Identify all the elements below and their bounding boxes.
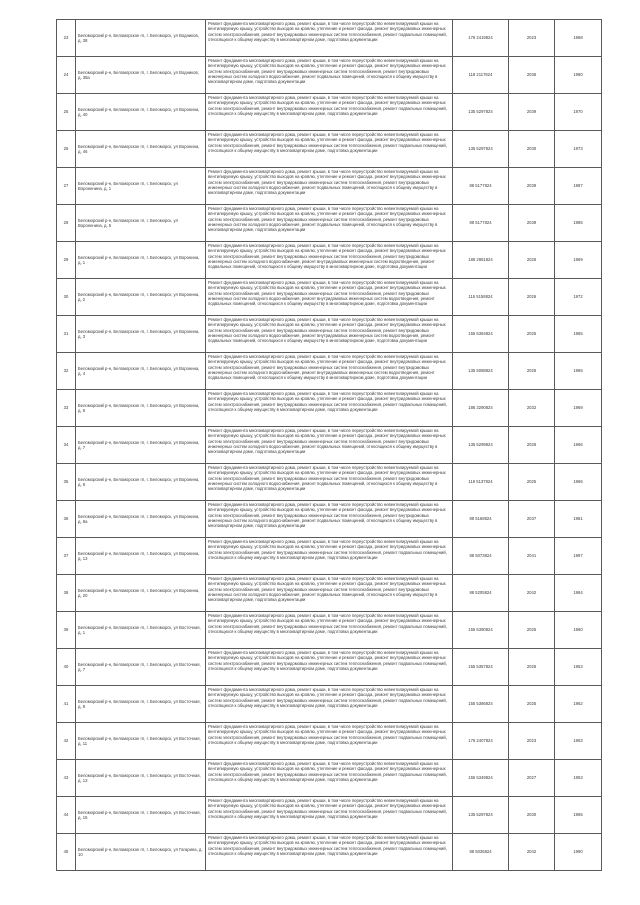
cost-cell: 88 5177824 — [453, 205, 509, 242]
planned-year-cell: 2026 — [509, 353, 555, 390]
table-row — [57, 353, 602, 390]
cost-cell: 176 2419824 — [453, 20, 509, 57]
table-row — [57, 501, 602, 538]
work-description-cell: Ремонт фундамента многоквартирного дома, ремонт крыши, в том числе переустройство невентилируемой крыши на вентилируемую крышу, устройство выходов на кровлю, утепление и ремонт фасада, ремонт внутридомовых инженерных систем электроснабжения, ремонт внутридомовых инженерных систем теплоснабжения, ремонт внутридомовых инженерных систем холодного водоснабжения, ремонт внутридомовых инженерных систем водоотведения, ремонт подвальных помещений, относящихся к общему имуществу в многоквартирном доме, подготовка документации — [206, 316, 453, 353]
row-number-cell: 35 — [57, 464, 76, 501]
work-description-cell: Ремонт фундамента многоквартирного дома, ремонт крыши, в том числе переустройство невентилируемой крыши на вентилируемую крышу, устройство выходов на кровлю, утепление и ремонт фасада, ремонт внутридомовых инженерных систем электроснабжения, ремонт внутридомовых инженерных систем теплоснабжения, ремонт внутридомовых инженерных систем холодного водоснабжения, ремонт подвальных помещений, относящихся к общему имуществу в многоквартирном доме, подготовка документации — [206, 464, 453, 501]
planned-year-cell: 2032 — [509, 390, 555, 427]
planned-year-cell: 2039 — [509, 94, 555, 131]
work-description-cell: Ремонт фундамента многоквартирного дома, ремонт крыши, в том числе переустройство невентилируемой крыши на вентилируемую крышу, устройство выходов на кровлю, утепление и ремонт фасада, ремонт внутридомовых инженерных систем электроснабжения, ремонт внутридомовых инженерных систем теплоснабжения, ремонт внутридомовых инженерных систем холодного водоснабжения, ремонт подвальных помещений, относящихся к общему имуществу в многоквартирном доме, подготовка документации — [206, 575, 453, 612]
row-number-cell: 42 — [57, 723, 76, 760]
cost-cell: 88 5073824 — [453, 538, 509, 575]
planned-year-cell: 2042 — [509, 834, 555, 871]
row-number-cell: 38 — [57, 575, 76, 612]
row-number-cell: 25 — [57, 94, 76, 131]
work-description-cell: Ремонт фундамента многоквартирного дома, ремонт крыши, в том числе переустройство невентилируемой крыши на вентилируемую крышу, устройство выходов на кровлю, утепление и ремонт фасада, ремонт внутридомовых инженерных систем электроснабжения, ремонт внутридомовых инженерных систем теплоснабжения, ремонт подвальных помещений, относящихся к общему имуществу в многоквартирном доме, подготовка документации — [206, 94, 453, 131]
build-year-cell: 1990 — [555, 834, 602, 871]
cost-cell: 155 5349824 — [453, 760, 509, 797]
address-cell: Беломорский р-н, Беломорское гп, г. Беломорск, ул Воронина, д. 8 — [76, 464, 206, 501]
row-number-cell: 28 — [57, 205, 76, 242]
build-year-cell: 1969 — [555, 242, 602, 279]
work-description-cell: Ремонт фундамента многоквартирного дома, ремонт крыши, в том числе переустройство невентилируемой крыши на вентилируемую крышу, устройство выходов на кровлю, утепление и ремонт фасада, ремонт внутридомовых инженерных систем электроснабжения, ремонт внутридомовых инженерных систем теплоснабжения, ремонт подвальных помещений, относящихся к общему имуществу в многоквартирном доме, подготовка документации — [206, 612, 453, 649]
build-year-cell: 1972 — [555, 279, 602, 316]
cost-cell: 88 5168824 — [453, 501, 509, 538]
table-row — [57, 205, 602, 242]
address-cell: Беломорский р-н, Беломорское гп, г. Беломорск, ул Восточная, д. 7 — [76, 649, 206, 686]
address-cell: Беломорский р-н, Беломорское гп, г. Беломорск, ул Восточная, д. 1 — [76, 612, 206, 649]
planned-year-cell: 2026 — [509, 242, 555, 279]
table-row — [57, 279, 602, 316]
planned-year-cell: 2039 — [509, 168, 555, 205]
planned-year-cell: 2026 — [509, 279, 555, 316]
table-row — [57, 242, 602, 279]
planned-year-cell: 2026 — [509, 649, 555, 686]
build-year-cell: 1969 — [555, 390, 602, 427]
planned-year-cell: 2025 — [509, 686, 555, 723]
row-number-cell: 23 — [57, 20, 76, 57]
table-row — [57, 464, 602, 501]
row-number-cell: 43 — [57, 760, 76, 797]
address-cell: Беломорский р-н, Беломорское гп, г. Беломорск, ул Воронина, д. 2 — [76, 279, 206, 316]
build-year-cell: 1987 — [555, 538, 602, 575]
build-year-cell: 1965 — [555, 316, 602, 353]
table-row — [57, 427, 602, 464]
row-number-cell: 32 — [57, 353, 76, 390]
cost-cell: 186 3290824 — [453, 390, 509, 427]
build-year-cell: 1953 — [555, 760, 602, 797]
work-description-cell: Ремонт фундамента многоквартирного дома, ремонт крыши, в том числе переустройство невентилируемой крыши на вентилируемую крышу, устройство выходов на кровлю, утепление и ремонт фасада, ремонт внутридомовых инженерных систем электроснабжения, ремонт внутридомовых инженерных систем теплоснабжения, ремонт внутридомовых инженерных систем холодного водоснабжения, ремонт подвальных помещений, относящихся к общему имуществу в многоквартирном доме, подготовка документации — [206, 57, 453, 94]
work-description-cell: Ремонт фундамента многоквартирного дома, ремонт крыши, в том числе переустройство невентилируемой крыши на вентилируемую крышу, устройство выходов на кровлю, утепление и ремонт фасада, ремонт внутридомовых инженерных систем электроснабжения, ремонт внутридомовых инженерных систем теплоснабжения, ремонт подвальных помещений, относящихся к общему имуществу в многоквартирном доме, подготовка документации — [206, 723, 453, 760]
row-number-cell: 33 — [57, 390, 76, 427]
work-description-cell: Ремонт фундамента многоквартирного дома, ремонт крыши, в том числе переустройство невентилируемой крыши на вентилируемую крышу, устройство выходов на кровлю, утепление и ремонт фасада, ремонт внутридомовых инженерных систем электроснабжения, ремонт внутридомовых инженерных систем теплоснабжения, ремонт подвальных помещений, относящихся к общему имуществу в многоквартирном доме, подготовка документации — [206, 538, 453, 575]
row-number-cell: 36 — [57, 501, 76, 538]
row-number-cell: 39 — [57, 612, 76, 649]
table-row — [57, 94, 602, 131]
table-row — [57, 390, 602, 427]
table-row — [57, 316, 602, 353]
address-cell: Беломорский р-н, Беломорское гп, г. Беломорск, ул Воронина, д. 13 — [76, 538, 206, 575]
planned-year-cell: 2025 — [509, 464, 555, 501]
work-description-cell: Ремонт фундамента многоквартирного дома, ремонт крыши, в том числе переустройство невентилируемой крыши на вентилируемую крышу, устройство выходов на кровлю, утепление и ремонт фасада, ремонт внутридомовых инженерных систем электроснабжения, ремонт внутридомовых инженерных систем теплоснабжения, ремонт внутридомовых инженерных систем холодного водоснабжения, ремонт подвальных помещений, относящихся к общему имуществу в многоквартирном доме, подготовка документации — [206, 427, 453, 464]
cost-cell: 119 5137824 — [453, 464, 509, 501]
row-number-cell: 30 — [57, 279, 76, 316]
planned-year-cell: 2041 — [509, 538, 555, 575]
address-cell: Беломорский р-н, Беломорское гп, г. Беломорск, ул Водников, д. 38 — [76, 20, 206, 57]
planned-year-cell: 2039 — [509, 205, 555, 242]
planned-year-cell: 2030 — [509, 131, 555, 168]
work-description-cell: Ремонт фундамента многоквартирного дома, ремонт крыши, в том числе переустройство невентилируемой крыши на вентилируемую крышу, устройство выходов на кровлю, утепление и ремонт фасада, ремонт внутридомовых инженерных систем электроснабжения, ремонт внутридомовых инженерных систем теплоснабжения, ремонт подвальных помещений, относящихся к общему имуществу в многоквартирном доме, подготовка документации — [206, 686, 453, 723]
address-cell: Беломорский р-н, Беломорское гп, г. Беломорск, ул Воронина, д. 20 — [76, 575, 206, 612]
row-number-cell: 27 — [57, 168, 76, 205]
table-row — [57, 612, 602, 649]
build-year-cell: 1981 — [555, 501, 602, 538]
build-year-cell: 1970 — [555, 94, 602, 131]
table-row — [57, 20, 602, 57]
cost-cell: 135 5299824 — [453, 427, 509, 464]
cost-cell: 88 5036824 — [453, 834, 509, 871]
build-year-cell: 1962 — [555, 686, 602, 723]
table-row — [57, 686, 602, 723]
work-description-cell: Ремонт фундамента многоквартирного дома, ремонт крыши, в том числе переустройство невентилируемой крыши на вентилируемую крышу, устройство выходов на кровлю, утепление и ремонт фасада, ремонт внутридомовых инженерных систем электроснабжения, ремонт внутридомовых инженерных систем теплоснабжения, ремонт подвальных помещений, относящихся к общему имуществу в многоквартирном доме, подготовка документации — [206, 390, 453, 427]
planned-year-cell: 2023 — [509, 20, 555, 57]
build-year-cell: 1966 — [555, 464, 602, 501]
work-description-cell: Ремонт фундамента многоквартирного дома, ремонт крыши, в том числе переустройство невентилируемой крыши на вентилируемую крышу, устройство выходов на кровлю, утепление и ремонт фасада, ремонт внутридомовых инженерных систем электроснабжения, ремонт внутридомовых инженерных систем теплоснабжения, ремонт подвальных помещений, относящихся к общему имуществу в многоквартирном доме, подготовка документации — [206, 20, 453, 57]
cost-cell: 135 5297824 — [453, 797, 509, 834]
row-number-cell: 44 — [57, 797, 76, 834]
planned-year-cell: 2025 — [509, 612, 555, 649]
cost-cell: 155 5366824 — [453, 686, 509, 723]
work-description-cell: Ремонт фундамента многоквартирного дома, ремонт крыши, в том числе переустройство невентилируемой крыши на вентилируемую крышу, устройство выходов на кровлю, утепление и ремонт фасада, ремонт внутридомовых инженерных систем электроснабжения, ремонт внутридомовых инженерных систем теплоснабжения, ремонт подвальных помещений, относящихся к общему имуществу в многоквартирном доме, подготовка документации — [206, 834, 453, 871]
build-year-cell: 1984 — [555, 575, 602, 612]
address-cell: Беломорский р-н, Беломорское гп, г. Беломорск, ул Гагарина, д. 10 — [76, 834, 206, 871]
cost-cell: 135 5088824 — [453, 353, 509, 390]
build-year-cell: 1960 — [555, 612, 602, 649]
address-cell: Беломорский р-н, Беломорское гп, г. Беломорск, ул Воронина, д. 46 — [76, 131, 206, 168]
work-description-cell: Ремонт фундамента многоквартирного дома, ремонт крыши, в том числе переустройство невентилируемой крыши на вентилируемую крышу, устройство выходов на кровлю, утепление и ремонт фасада, ремонт внутридомовых инженерных систем электроснабжения, ремонт внутридомовых инженерных систем теплоснабжения, ремонт внутридомовых инженерных систем холодного водоснабжения, ремонт подвальных помещений, относящихся к общему имуществу в многоквартирном доме, подготовка документации — [206, 501, 453, 538]
address-cell: Беломорский р-н, Беломорское гп, г. Беломорск, ул Восточная, д. 15 — [76, 797, 206, 834]
row-number-cell: 26 — [57, 131, 76, 168]
row-number-cell: 34 — [57, 427, 76, 464]
row-number-cell: 41 — [57, 686, 76, 723]
table-row — [57, 834, 602, 871]
repair-program-table — [56, 19, 602, 871]
address-cell: Беломорский р-н, Беломорское гп, г. Беломорск, ул Восточная, д. 9 — [76, 686, 206, 723]
build-year-cell: 1965 — [555, 797, 602, 834]
address-cell: Беломорский р-н, Беломорское гп, г. Беломорск, ул Воронина, д. 4 — [76, 353, 206, 390]
row-number-cell: 29 — [57, 242, 76, 279]
build-year-cell: 1966 — [555, 427, 602, 464]
cost-cell: 135 5297824 — [453, 94, 509, 131]
planned-year-cell: 2023 — [509, 723, 555, 760]
planned-year-cell: 2025 — [509, 316, 555, 353]
build-year-cell: 1980 — [555, 57, 602, 94]
table-row — [57, 649, 602, 686]
cost-cell: 88 5177824 — [453, 168, 509, 205]
row-number-cell: 45 — [57, 834, 76, 871]
address-cell: Беломорский р-н, Беломорское гп, г. Беломорск, ул Восточная, д. 11 — [76, 723, 206, 760]
planned-year-cell: 2036 — [509, 57, 555, 94]
work-description-cell: Ремонт фундамента многоквартирного дома, ремонт крыши, в том числе переустройство невентилируемой крыши на вентилируемую крышу, устройство выходов на кровлю, утепление и ремонт фасада, ремонт внутридомовых инженерных систем электроснабжения, ремонт внутридомовых инженерных систем теплоснабжения, ремонт внутридомовых инженерных систем холодного водоснабжения, ремонт подвальных помещений, относящихся к общему имуществу в многоквартирном доме, подготовка документации — [206, 168, 453, 205]
planned-year-cell: 2037 — [509, 501, 555, 538]
address-cell: Беломорский р-н, Беломорское гп, г. Беломорск, ул Воронина, д. 6 — [76, 390, 206, 427]
cost-cell: 155 5364824 — [453, 316, 509, 353]
address-cell: Беломорский р-н, Беломорское гп, г. Беломорск, ул Воронина, д. 40 — [76, 94, 206, 131]
table-row — [57, 131, 602, 168]
table-row — [57, 538, 602, 575]
build-year-cell: 1973 — [555, 131, 602, 168]
cost-cell: 135 5297824 — [453, 131, 509, 168]
table-row — [57, 168, 602, 205]
row-number-cell: 24 — [57, 57, 76, 94]
table-row — [57, 723, 602, 760]
work-description-cell: Ремонт фундамента многоквартирного дома, ремонт крыши, в том числе переустройство невентилируемой крыши на вентилируемую крышу, устройство выходов на кровлю, утепление и ремонт фасада, ремонт внутридомовых инженерных систем электроснабжения, ремонт внутридомовых инженерных систем теплоснабжения, ремонт внутридомовых инженерных систем холодного водоснабжения, ремонт внутридомовых инженерных систем водоотведения, ремонт подвальных помещений, относящихся к общему имуществу в многоквартирном доме, подготовка документации — [206, 242, 453, 279]
cost-cell: 186 2881824 — [453, 242, 509, 279]
build-year-cell: 1953 — [555, 649, 602, 686]
table-body — [57, 20, 602, 871]
work-description-cell: Ремонт фундамента многоквартирного дома, ремонт крыши, в том числе переустройство невентилируемой крыши на вентилируемую крышу, устройство выходов на кровлю, утепление и ремонт фасада, ремонт внутридомовых инженерных систем электроснабжения, ремонт внутридомовых инженерных систем теплоснабжения, ремонт подвальных помещений, относящихся к общему имуществу в многоквартирном доме, подготовка документации — [206, 760, 453, 797]
document-page — [56, 19, 601, 871]
build-year-cell: 1968 — [555, 20, 602, 57]
address-cell: Беломорский р-н, Беломорское гп, г. Беломорск, ул Вороненина, д. 5 — [76, 205, 206, 242]
address-cell: Беломорский р-н, Беломорское гп, г. Беломорск, ул Воронина, д. 1 — [76, 242, 206, 279]
planned-year-cell: 2030 — [509, 797, 555, 834]
build-year-cell: 1987 — [555, 168, 602, 205]
cost-cell: 88 5205824 — [453, 575, 509, 612]
address-cell: Беломорский р-н, Беломорское гп, г. Беломорск, ул Воронина, д. 8а — [76, 501, 206, 538]
table-row — [57, 57, 602, 94]
cost-cell: 115 5158824 — [453, 279, 509, 316]
cost-cell: 155 5390824 — [453, 612, 509, 649]
work-description-cell: Ремонт фундамента многоквартирного дома, ремонт крыши, в том числе переустройство невентилируемой крыши на вентилируемую крышу, устройство выходов на кровлю, утепление и ремонт фасада, ремонт внутридомовых инженерных систем электроснабжения, ремонт внутридомовых инженерных систем теплоснабжения, ремонт внутридомовых инженерных систем холодного водоснабжения, ремонт подвальных помещений, относящихся к общему имуществу в многоквартирном доме, подготовка документации — [206, 205, 453, 242]
build-year-cell: 1963 — [555, 723, 602, 760]
address-cell: Беломорский р-н, Беломорское гп, г. Беломорск, ул Воронина, д. 3 — [76, 316, 206, 353]
table-row — [57, 797, 602, 834]
work-description-cell: Ремонт фундамента многоквартирного дома, ремонт крыши, в том числе переустройство невентилируемой крыши на вентилируемую крышу, устройство выходов на кровлю, утепление и ремонт фасада, ремонт внутридомовых инженерных систем электроснабжения, ремонт внутридомовых инженерных систем теплоснабжения, ремонт подвальных помещений, относящихся к общему имуществу в многоквартирном доме, подготовка документации — [206, 649, 453, 686]
build-year-cell: 1985 — [555, 205, 602, 242]
row-number-cell: 40 — [57, 649, 76, 686]
address-cell: Беломорский р-н, Беломорское гп, г. Беломорск, ул Вороненина, д. 1 — [76, 168, 206, 205]
work-description-cell: Ремонт фундамента многоквартирного дома, ремонт крыши, в том числе переустройство невентилируемой крыши на вентилируемую крышу, устройство выходов на кровлю, утепление и ремонт фасада, ремонт внутридомовых инженерных систем электроснабжения, ремонт внутридомовых инженерных систем теплоснабжения, ремонт внутридомовых инженерных систем холодного водоснабжения, ремонт внутридомовых инженерных систем водоотведения, ремонт подвальных помещений, относящихся к общему имуществу в многоквартирном доме, подготовка документации — [206, 353, 453, 390]
address-cell: Беломорский р-н, Беломорское гп, г. Беломорск, ул Воронина, д. 7 — [76, 427, 206, 464]
cost-cell: 155 5357824 — [453, 649, 509, 686]
build-year-cell: 1965 — [555, 353, 602, 390]
row-number-cell: 37 — [57, 538, 76, 575]
cost-cell: 176 2407824 — [453, 723, 509, 760]
cost-cell: 118 2117824 — [453, 57, 509, 94]
address-cell: Беломорский р-н, Беломорское гп, г. Беломорск, ул Водников, д. 38а — [76, 57, 206, 94]
planned-year-cell: 2026 — [509, 427, 555, 464]
planned-year-cell: 2042 — [509, 575, 555, 612]
address-cell: Беломорский р-н, Беломорское гп, г. Беломорск, ул Восточная, д. 13 — [76, 760, 206, 797]
work-description-cell: Ремонт фундамента многоквартирного дома, ремонт крыши, в том числе переустройство невентилируемой крыши на вентилируемую крышу, устройство выходов на кровлю, утепление и ремонт фасада, ремонт внутридомовых инженерных систем электроснабжения, ремонт внутридомовых инженерных систем теплоснабжения, ремонт подвальных помещений, относящихся к общему имуществу в многоквартирном доме, подготовка документации — [206, 797, 453, 834]
work-description-cell: Ремонт фундамента многоквартирного дома, ремонт крыши, в том числе переустройство невентилируемой крыши на вентилируемую крышу, устройство выходов на кровлю, утепление и ремонт фасада, ремонт внутридомовых инженерных систем электроснабжения, ремонт внутридомовых инженерных систем теплоснабжения, ремонт внутридомовых инженерных систем холодного водоснабжения, ремонт внутридомовых инженерных систем водоотведения, ремонт подвальных помещений, относящихся к общему имуществу в многоквартирном доме, подготовка документации — [206, 279, 453, 316]
work-description-cell: Ремонт фундамента многоквартирного дома, ремонт крыши, в том числе переустройство невентилируемой крыши на вентилируемую крышу, устройство выходов на кровлю, утепление и ремонт фасада, ремонт внутридомовых инженерных систем электроснабжения, ремонт внутридомовых инженерных систем теплоснабжения, ремонт подвальных помещений, относящихся к общему имуществу в многоквартирном доме, подготовка документации — [206, 131, 453, 168]
planned-year-cell: 2027 — [509, 760, 555, 797]
row-number-cell: 31 — [57, 316, 76, 353]
table-row — [57, 760, 602, 797]
table-row — [57, 575, 602, 612]
